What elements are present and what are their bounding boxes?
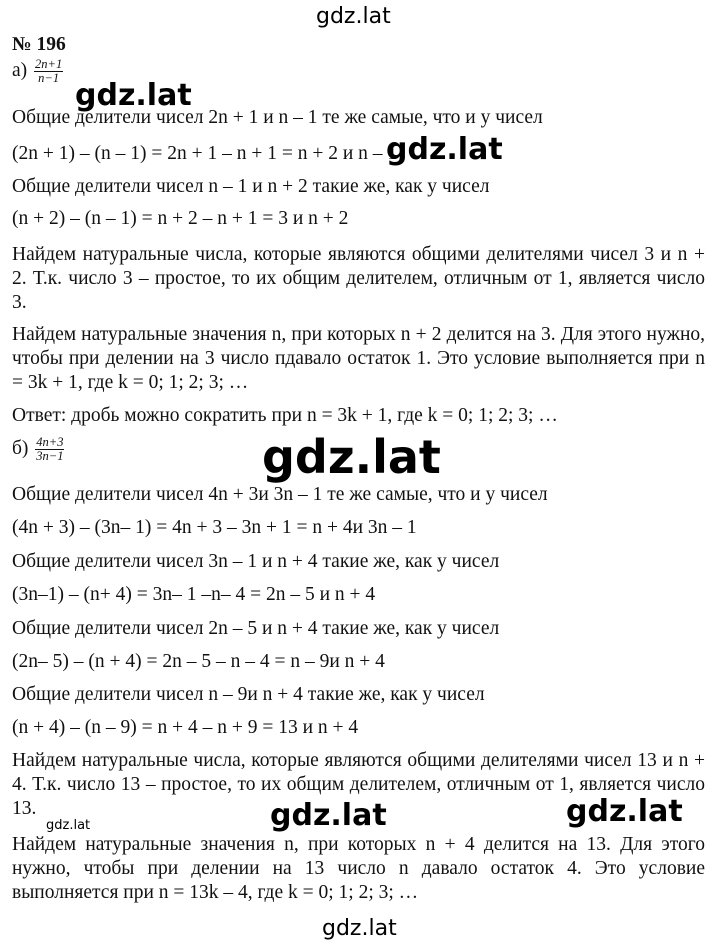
part-b-line-8: (n + 4) – (n – 9) = n + 4 – n + 9 = 13 и n + 4 (12, 717, 359, 738)
part-b-line-3: Общие делители чисел 3n – 1 и n + 4 такие же, как у чисел (12, 551, 500, 572)
part-a-paragraph-2: Найдем натуральные значения n, при которых n + 2 делится на 3. Для этого нужно, чтобы при делении на 3 число пдавало остаток 1. Это условие выполняется при n = 3k + 1, где k = 0; 1; 2; 3; … (12, 324, 705, 393)
part-a-paragraph-1: Найдем натуральные числа, которые являются общими делителями чисел 3 и n + 2. Т.к. число 3 – простое, то их общим делителем, отличным от 1, является число 3. (12, 244, 705, 313)
watermark-small: gdz.lat (46, 818, 91, 833)
watermark: gdz.lat (386, 132, 503, 167)
watermark: gdz.lat (270, 798, 387, 833)
part-a-header (12, 58, 63, 85)
watermark: gdz.lat (75, 78, 192, 113)
part-b-line-7: Общие делители чисел n – 9и n + 4 такие же, как у чисел (12, 684, 485, 705)
part-b-line-5: Общие делители чисел 2n – 5 и n + 4 такие же, как у чисел (12, 618, 500, 639)
part-a-line-1: Общие делители чисел 2n + 1 и n – 1 те же самые, что и у чисел (12, 107, 543, 128)
watermark-header: gdz.lat (316, 4, 391, 29)
part-b-line-6: (2n– 5) – (n + 4) = 2n – 5 – n – 4 = n – 9и n + 4 (12, 651, 385, 672)
part-b-paragraph-2: Найдем натуральные значения n, при которых n + 4 делится на 13. Для этого нужно, чтобы при делении на 13 число n давало остаток 4. Это условие выполняется при n = 13k – 4, где k = 0; 1; 2; 3; … (12, 834, 705, 903)
part-b-numerator: 4n+3 (36, 435, 64, 449)
watermark-large: gdz.lat (262, 430, 441, 484)
part-a-fraction (34, 58, 63, 85)
part-b-denominator: 3n−1 (36, 449, 64, 463)
part-a-line-4: (n + 2) – (n – 1) = n + 2 – n + 1 = 3 и n + 2 (12, 208, 349, 229)
part-b-line-1: Общие делители чисел 4n + 3и 3n – 1 те же самые, что и у чисел (12, 484, 548, 505)
part-b-paragraph-1: Найдем натуральные числа, которые являются общими делителями чисел 13 и n + 4. Т.к. число 13 – простое, то их общим делителем, отличным от 1, является число 13. (12, 750, 705, 819)
part-a-denominator: n−1 (38, 71, 60, 85)
part-b-line-4: (3n–1) – (n+ 4) = 3n– 1 –n– 4 = 2n – 5 и n + 4 (12, 584, 376, 605)
part-a-line-2: (2n + 1) – (n – 1) = 2n + 1 – n + 1 = n + 2 и n – 1 (12, 143, 398, 164)
part-a-numerator: 2n+1 (35, 57, 63, 71)
part-a-label: а) (12, 59, 28, 81)
part-b-fraction (35, 436, 64, 463)
part-b-label: б) (12, 437, 29, 459)
part-b-line-2: (4n + 3) – (3n– 1) = 4n + 3 – 3n + 1 = n + 4и 3n – 1 (12, 517, 417, 538)
part-a-line-3: Общие делители чисел n – 1 и n + 2 такие же, как у чисел (12, 176, 490, 197)
part-a-answer: Ответ: дробь можно сократить при n = 3k + 1, где k = 0; 1; 2; 3; … (12, 405, 558, 426)
part-b-header (12, 436, 64, 463)
watermark-footer: gdz.lat (322, 916, 397, 941)
problem-number: № 196 (12, 34, 66, 55)
watermark: gdz.lat (566, 794, 683, 829)
